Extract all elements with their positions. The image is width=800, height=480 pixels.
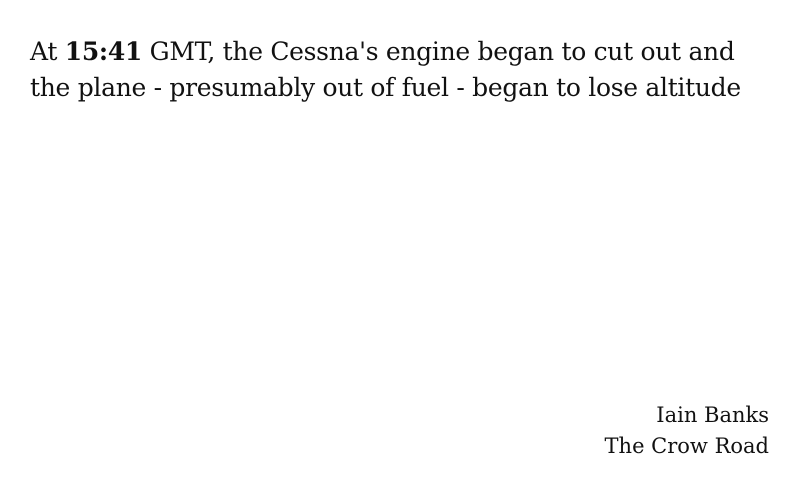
quote-time: 15:41 xyxy=(64,37,143,66)
quote-body: GMT, the Cessna's engine began to cut out and the plane - presumably out of fuel - began to lose altitude xyxy=(30,37,741,102)
quote-text xyxy=(30,34,775,106)
book-title: The Crow Road xyxy=(604,434,769,458)
attribution xyxy=(605,400,769,462)
quote-prefix: At xyxy=(30,37,65,66)
author-name: Iain Banks xyxy=(656,403,769,427)
